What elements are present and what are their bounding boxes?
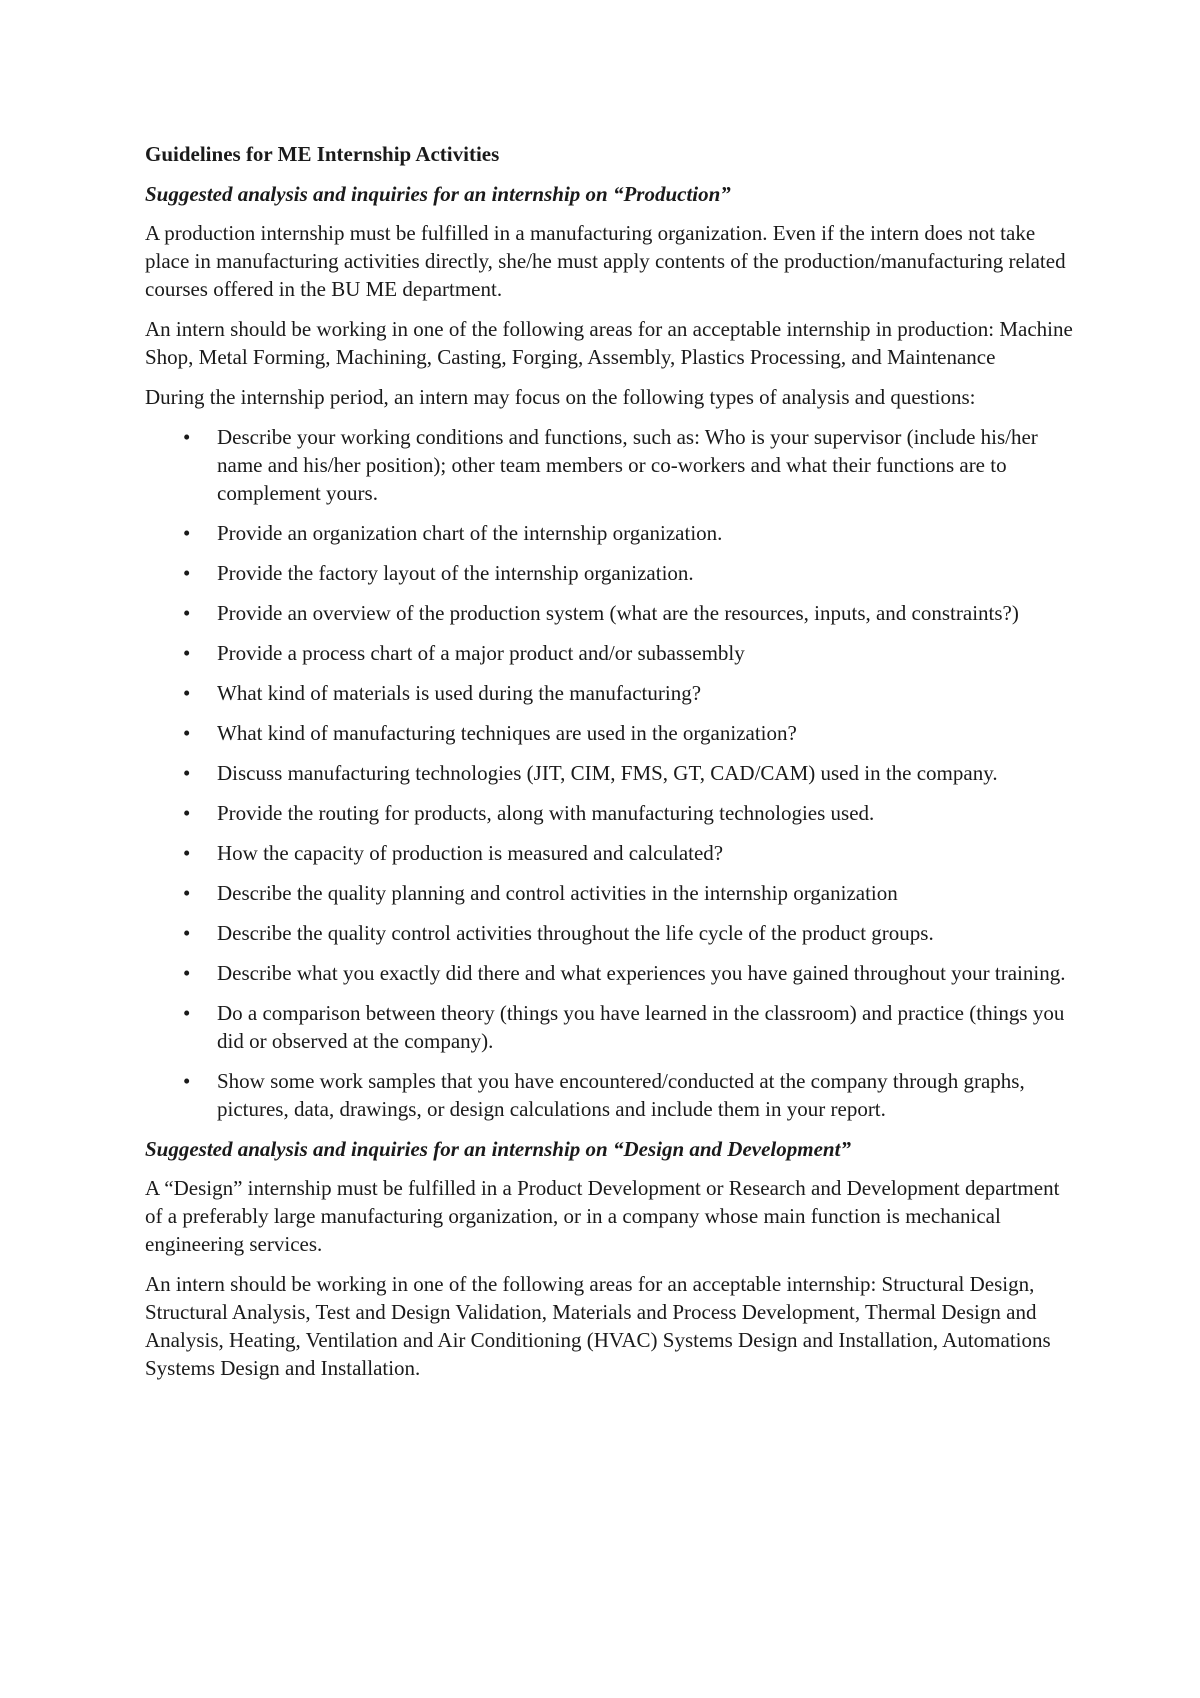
list-item-text: Provide the factory layout of the internship organization. (217, 561, 694, 585)
design-areas-paragraph: An intern should be working in one of the following areas for an acceptable internship: Structural Design, Structural Analysis, Test and Design Validation, Materials and Process Development, Thermal Design and Analysis, Heating, Ventilation and Air Conditioning (HVAC) Systems Design and Installation, Automations Systems Design and Installation. (145, 1272, 1051, 1380)
list-item-text: Describe the quality control activities throughout the life cycle of the product groups. (217, 921, 934, 945)
list-item-text: Provide an organization chart of the internship organization. (217, 521, 723, 545)
production-intro-paragraph: A production internship must be fulfilled in a manufacturing organization. Even if the intern does not take place in manufacturing activities directly, she/he must apply contents of the production/manufacturing related courses offered in the BU ME department. (145, 221, 1066, 301)
list-item (145, 759, 1080, 787)
list-item (145, 959, 1080, 987)
bullet-icon: • (183, 881, 191, 905)
bullet-icon: • (183, 1001, 191, 1025)
bullet-icon: • (183, 425, 191, 449)
list-item-text: Do a comparison between theory (things you have learned in the classroom) and practice (things you did or observed at the company). (217, 1001, 1065, 1053)
list-item-text: Provide a process chart of a major product and/or subassembly (217, 641, 745, 665)
production-questions-intro: During the internship period, an intern may focus on the following types of analysis and questions: (145, 385, 976, 409)
list-item (145, 559, 1080, 587)
production-areas-paragraph: An intern should be working in one of the following areas for an acceptable internship in production: Machine Shop, Metal Forming, Machining, Casting, Forging, Assembly, Plastics Processing, and Maintenance (145, 317, 1073, 369)
list-item-text: Provide an overview of the production system (what are the resources, inputs, and constraints?) (217, 601, 1019, 625)
production-section-heading: Suggested analysis and inquiries for an internship on “Production” (145, 182, 731, 206)
bullet-icon: • (183, 761, 191, 785)
bullet-icon: • (183, 1069, 191, 1093)
design-intro-paragraph: A “Design” internship must be fulfilled in a Product Development or Research and Development department of a preferably large manufacturing organization, or in a company whose main function is mechanical engineering services. (145, 1176, 1060, 1256)
list-item (145, 839, 1080, 867)
bullet-icon: • (183, 561, 191, 585)
list-item (145, 719, 1080, 747)
list-item-text: What kind of manufacturing techniques are used in the organization? (217, 721, 797, 745)
bullet-icon: • (183, 521, 191, 545)
list-item (145, 919, 1080, 947)
document-page (145, 140, 1080, 1394)
list-item (145, 879, 1080, 907)
list-item-text: Describe your working conditions and functions, such as: Who is your supervisor (include his/her name and his/her position); other team members or co-workers and what their functions are to complement yours. (217, 425, 1038, 505)
list-item (145, 599, 1080, 627)
list-item (145, 519, 1080, 547)
list-item-text: Describe what you exactly did there and what experiences you have gained throughout your training. (217, 961, 1066, 985)
list-item (145, 423, 1080, 507)
bullet-icon: • (183, 961, 191, 985)
document-title: Guidelines for ME Internship Activities (145, 142, 500, 166)
list-item (145, 1067, 1080, 1123)
list-item (145, 799, 1080, 827)
list-item-text: What kind of materials is used during the manufacturing? (217, 681, 702, 705)
design-section-heading: Suggested analysis and inquiries for an internship on “Design and Development” (145, 1137, 851, 1161)
bullet-icon: • (183, 801, 191, 825)
bullet-icon: • (183, 641, 191, 665)
list-item-text: Provide the routing for products, along with manufacturing technologies used. (217, 801, 875, 825)
production-questions-list (145, 423, 1080, 1123)
bullet-icon: • (183, 841, 191, 865)
bullet-icon: • (183, 921, 191, 945)
list-item-text: Describe the quality planning and control activities in the internship organization (217, 881, 898, 905)
list-item (145, 639, 1080, 667)
list-item-text: How the capacity of production is measured and calculated? (217, 841, 724, 865)
list-item (145, 999, 1080, 1055)
list-item-text: Show some work samples that you have encountered/conducted at the company through graphs, pictures, data, drawings, or design calculations and include them in your report. (217, 1069, 1025, 1121)
bullet-icon: • (183, 601, 191, 625)
bullet-icon: • (183, 721, 191, 745)
bullet-icon: • (183, 681, 191, 705)
list-item (145, 679, 1080, 707)
list-item-text: Discuss manufacturing technologies (JIT, CIM, FMS, GT, CAD/CAM) used in the company. (217, 761, 998, 785)
